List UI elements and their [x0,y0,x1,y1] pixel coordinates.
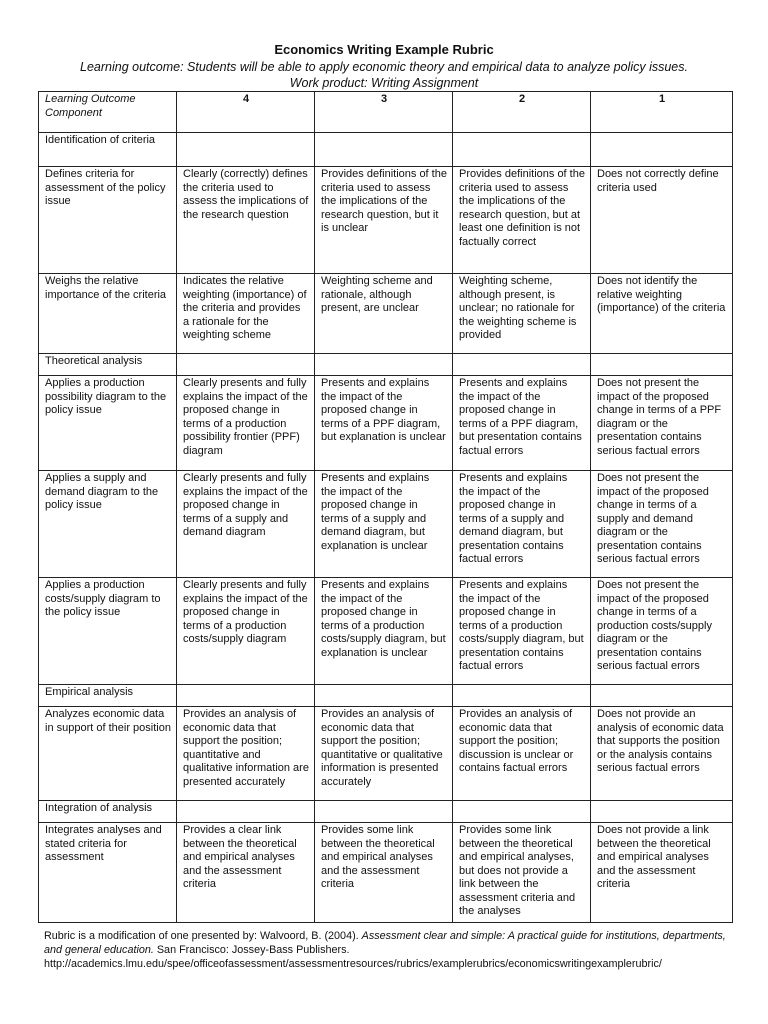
header-level-4: 4 [177,92,315,133]
page-title: Economics Writing Example Rubric [274,42,494,57]
cell-level-4: Provides a clear link between the theoretical and empirical analyses and the assessment criteria [177,823,315,923]
header-level-2: 2 [453,92,591,133]
table-row [39,376,733,471]
cell-level-2: Provides an analysis of economic data that support the position; discussion is unclear or contains factual errors [453,707,591,801]
cell-level-4: Clearly presents and fully explains the impact of the proposed change in terms of a supply and demand diagram [177,471,315,578]
citation-prefix: Rubric is a modification of one presented by: Walvoord, B. (2004). [44,930,362,942]
cell-level-4: Provides an analysis of economic data that support the position; quantitative and qualitative information are presented accurately [177,707,315,801]
row-component: Weighs the relative importance of the criteria [39,274,177,354]
cell-level-2: Presents and explains the impact of the proposed change in terms of a PPF diagram, but presentation contains factual errors [453,376,591,471]
row-component: Defines criteria for assessment of the policy issue [39,167,177,274]
section-row-identification [39,133,733,167]
table-row [39,823,733,923]
header-row [39,92,733,133]
table-row [39,578,733,685]
cell-level-1: Does not present the impact of the proposed change in terms of a supply and demand diagram or the presentation contains serious factual errors [591,471,733,578]
row-component: Applies a supply and demand diagram to the policy issue [39,471,177,578]
cell-level-2: Weighting scheme, although present, is unclear; no rationale for the weighting scheme is provided [453,274,591,354]
work-product-subtitle: Work product: Writing Assignment [289,76,479,90]
section-heading: Integration of analysis [39,801,177,823]
citation-footer [44,929,734,971]
section-heading: Theoretical analysis [39,354,177,376]
cell-level-1: Does not correctly define criteria used [591,167,733,274]
cell-level-3: Provides some link between the theoretical and empirical analyses and the assessment criteria [315,823,453,923]
cell-level-2: Provides some link between the theoretical and empirical analyses, but does not provide a link between the assessment criteria and the analyses [453,823,591,923]
section-row-integration [39,801,733,823]
cell-level-3: Provides definitions of the criteria used to assess the implications of the research question, but it is unclear [315,167,453,274]
cell-level-3 [315,707,453,801]
citation-url[interactable]: http://academics.lmu.edu/spee/officeofassessment/assessmentresources/rubrics/examplerubrics/economicswritingexamplerubric/ [44,958,662,970]
cell-level-3: Presents and explains the impact of the proposed change in terms of a PPF diagram, but explanation is unclear [315,376,453,471]
cell-level-4: Clearly presents and fully explains the impact of the proposed change in terms of a production possibility frontier (PPF) diagram [177,376,315,471]
citation-publisher: San Francisco: Jossey-Bass Publishers. [153,944,350,956]
cell-level-2: Provides definitions of the criteria used to assess the implications of the research question, but at least one definition is not factually correct [453,167,591,274]
cell-level-3-text: Provides an analysis of economic data that support the position; quantitative or qualitative information is presented accurately [321,708,443,788]
table-row [39,274,733,354]
cell-level-3: Presents and explains the impact of the proposed change in terms of a production costs/supply diagram, but explanation is unclear [315,578,453,685]
learning-outcome-subtitle: Learning outcome: Students will be able to apply economic theory and empirical data to analyze policy issues. [80,60,688,74]
section-row-empirical [39,685,733,707]
citation-book-title: Assessment clear and simple: A practical guide for institutions, departments, and general education. [44,930,726,956]
header-level-1: 1 [591,92,733,133]
row-component: Analyzes economic data in support of their position [39,707,177,801]
cell-level-2: Presents and explains the impact of the proposed change in terms of a supply and demand diagram, but presentation contains factual errors [453,471,591,578]
rubric-table [38,91,733,923]
header-component: Learning Outcome Component [39,92,177,133]
header-level-3: 3 [315,92,453,133]
cell-level-4: Clearly (correctly) defines the criteria used to assess the implications of the research question [177,167,315,274]
cell-level-1: Does not identify the relative weighting (importance) of the criteria [591,274,733,354]
cell-level-4: Indicates the relative weighting (importance) of the criteria and provides a rationale for the weighting scheme [177,274,315,354]
row-component: Applies a production costs/supply diagram to the policy issue [39,578,177,685]
row-component: Integrates analyses and stated criteria for assessment [39,823,177,923]
section-heading: Identification of criteria [39,133,177,167]
cell-level-3: Presents and explains the impact of the proposed change in terms of a supply and demand diagram, but explanation is unclear [315,471,453,578]
table-row [39,707,733,801]
cell-level-3: Weighting scheme and rationale, although present, are unclear [315,274,453,354]
table-row [39,167,733,274]
cell-level-1: Does not provide a link between the theoretical and empirical analyses and the assessment criteria [591,823,733,923]
table-row [39,471,733,578]
cell-level-1: Does not present the impact of the proposed change in terms of a production costs/supply diagram or the presentation contains serious factual errors [591,578,733,685]
cell-level-2: Presents and explains the impact of the proposed change in terms of a production costs/supply diagram, but presentation contains factual errors [453,578,591,685]
section-row-theoretical [39,354,733,376]
cell-level-1: Does not provide an analysis of economic data that supports the position or the analysis contains serious factual errors [591,707,733,801]
row-component: Applies a production possibility diagram to the policy issue [39,376,177,471]
cell-level-1: Does not present the impact of the proposed change in terms of a PPF diagram or the presentation contains serious factual errors [591,376,733,471]
section-heading: Empirical analysis [39,685,177,707]
cell-level-4: Clearly presents and fully explains the impact of the proposed change in terms of a production costs/supply diagram [177,578,315,685]
